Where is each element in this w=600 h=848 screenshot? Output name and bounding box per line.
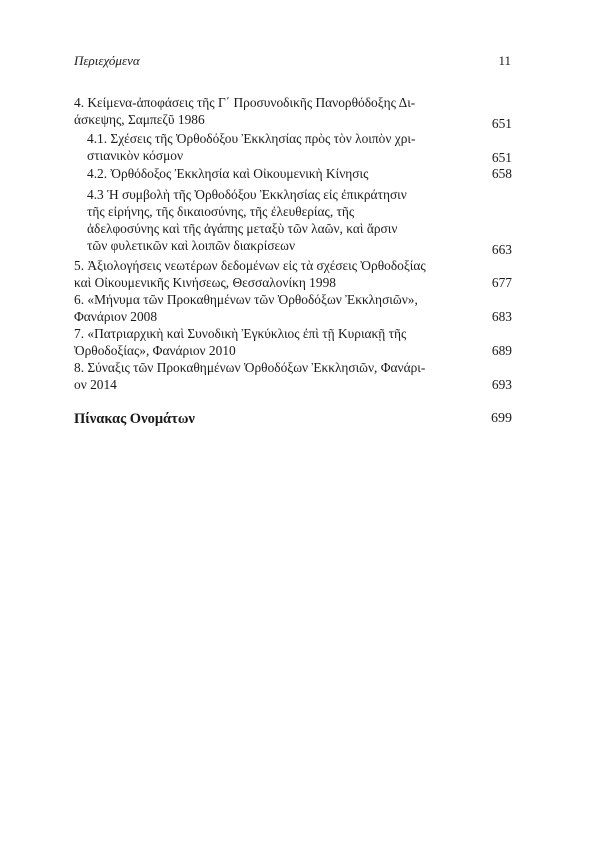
toc-entry-4-1[interactable] — [87, 131, 485, 164]
toc-entry-4-3-line-4: τῶν φυλετικῶν καὶ λοιπῶν διακρίσεων — [87, 238, 296, 253]
toc-entry-8-line-2: ον 2014 — [74, 376, 117, 392]
running-head-title: Περιεχόμενα — [74, 53, 140, 68]
toc-entry-5[interactable] — [74, 258, 484, 291]
toc-index-page: 699 — [491, 411, 512, 426]
toc-entry-4-2-line-1: 4.2. Ὀρθόδοξος Ἐκκλησία καὶ Οἰκουμενικὴ Κίνησις — [87, 166, 369, 181]
toc-entry-4-3-line-1: 4.3 Ἡ συμβολὴ τῆς Ὀρθοδόξου Ἐκκλησίας εἰς ἐπικράτησιν — [87, 187, 407, 202]
toc-entry-4-line-1: 4. Κείμενα-ἀποφάσεις τῆς Γ΄ Προσυνοδικῆς Πανορθόδοξης Δι- — [74, 95, 416, 110]
toc-entry-5-page: 677 — [491, 275, 512, 290]
page-number: 11 — [498, 53, 511, 68]
toc-entry-8-page: 693 — [491, 377, 512, 392]
toc-index-title[interactable]: Πίνακας Ονομάτων — [74, 411, 195, 427]
toc-entry-6[interactable] — [74, 292, 484, 325]
toc-entry-5-line-2: καὶ Οἰκουμενικῆς Κινήσεως, Θεσσαλονίκη 1998 — [74, 274, 336, 290]
toc-entry-6-page: 683 — [491, 309, 512, 324]
toc-entry-7-line-2: Ὀρθοδοξίας», Φανάριον 2010 — [74, 342, 236, 358]
toc-entry-6-line-1: 6. «Μήνυμα τῶν Προκαθημένων τῶν Ὀρθοδόξων Ἐκκλησιῶν», — [74, 292, 418, 307]
toc-entry-8[interactable] — [74, 360, 484, 393]
toc-entry-4-line-2: άσκεψης, Σαμπεζῦ 1986 — [74, 111, 205, 127]
toc-entry-4-2-page: 658 — [491, 166, 512, 181]
toc-entry-8-line-1: 8. Σύναξις τῶν Προκαθημένων Ὀρθοδόξων Ἐκκλησιῶν, Φανάρι- — [74, 360, 426, 375]
toc-entry-4-1-page: 651 — [491, 150, 512, 165]
toc-entry-4-2[interactable] — [87, 166, 485, 183]
toc-entry-5-line-1: 5. Ἀξιολογήσεις νεωτέρων δεδομένων εἰς τὰ σχέσεις Ὀρθοδοξίας — [74, 258, 426, 273]
running-head — [74, 53, 511, 73]
toc-entry-7-line-1: 7. «Πατριαρχικὴ καὶ Συνοδικὴ Ἐγκύκλιος ἐπὶ τῇ Κυριακῇ τῆς — [74, 326, 407, 341]
toc-entry-4[interactable] — [74, 95, 484, 128]
toc-entry-4-3-page: 663 — [491, 242, 512, 257]
toc-entry-4-3[interactable] — [87, 186, 485, 254]
toc-entry-7[interactable] — [74, 326, 484, 359]
toc-entry-4-1-line-2: στιανικὸν κόσμον — [87, 147, 184, 163]
toc-entry-4-page: 651 — [491, 116, 512, 131]
toc-entry-4-3-line-2: τῆς εἰρήνης, τῆς δικαιοσύνης, τῆς ἐλευθερίας, τῆς — [87, 204, 355, 219]
toc-entry-4-3-line-3: ἀδελφοσύνης καὶ τῆς ἀγάπης μεταξὺ τῶν λαῶν, καὶ ἄρσιν — [87, 221, 398, 236]
toc-entry-7-page: 689 — [491, 343, 512, 358]
toc-entry-6-line-2: Φανάριον 2008 — [74, 308, 158, 324]
toc-entry-4-1-line-1: 4.1. Σχέσεις τῆς Ὀρθοδόξου Ἐκκλησίας πρὸς τὸν λοιπὸν χρι- — [87, 131, 416, 146]
